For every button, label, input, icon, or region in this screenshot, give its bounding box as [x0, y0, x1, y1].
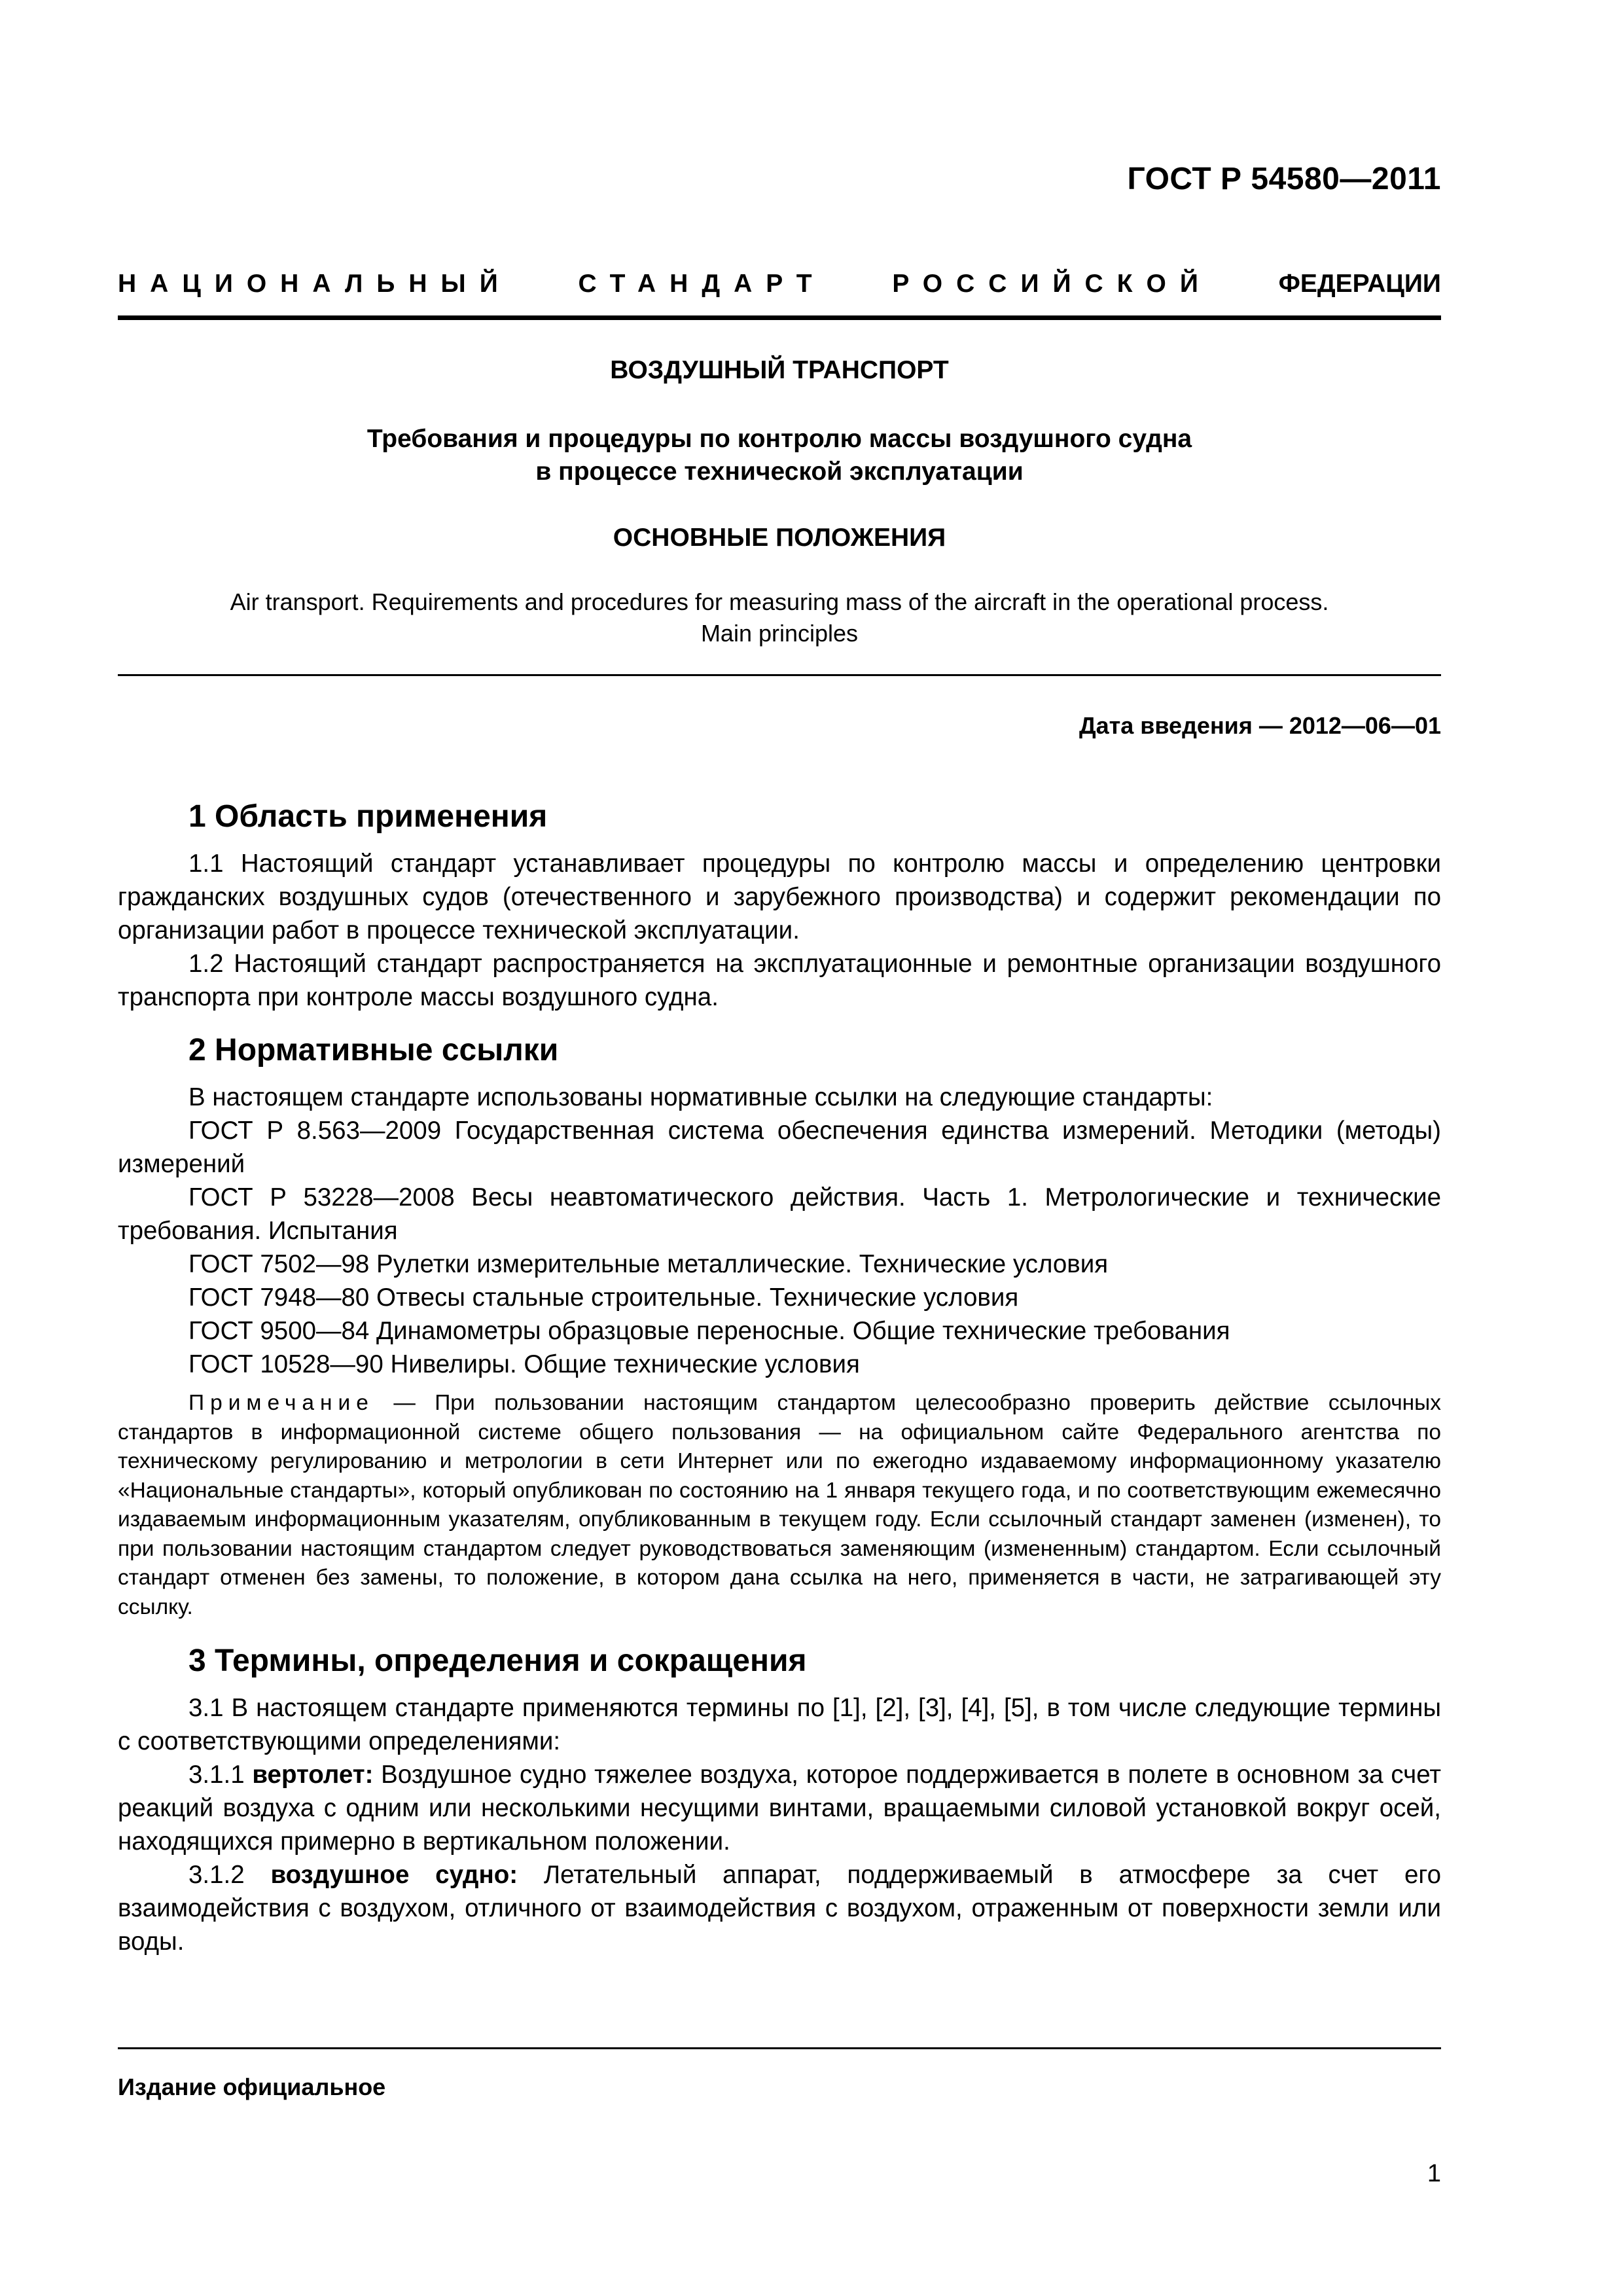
reference-item: ГОСТ Р 8.563—2009 Государственная система обеспечения единства измерений. Методики (методы) измерений: [118, 1117, 1441, 1178]
title-line: Требования и процедуры по контролю массы воздушного судна: [366, 425, 1192, 453]
reference-item: ГОСТ 7948—80 Отвесы стальные строительные. Технические условия: [188, 1283, 1019, 1312]
section-heading: 2 Нормативные ссылки: [188, 1033, 559, 1067]
document-kind: ОСНОВНЫЕ ПОЛОЖЕНИЯ: [613, 524, 946, 552]
reference-item: ГОСТ 10528—90 Нивелиры. Общие технические условия: [188, 1350, 860, 1378]
term-name: воздушное судно:: [270, 1861, 518, 1889]
footer-divider: [118, 2047, 1441, 2049]
reference-item: ГОСТ 7502—98 Рулетки измерительные металлические. Технические условия: [188, 1250, 1109, 1278]
banner-word: ФЕДЕРАЦИИ: [1278, 270, 1441, 298]
english-title-line: Main principles: [700, 620, 859, 647]
paragraph: 1.2 Настоящий стандарт распространяется на эксплуатационные и ремонтные организации воздушного транспорта при контроле массы воздушного судна.: [118, 950, 1441, 1011]
note: [118, 1389, 1441, 1622]
term-number: 3.1.2: [188, 1861, 271, 1889]
note-text: — При пользовании настоящим стандартом целесообразно проверить действие ссылочных стандартов в информационной системе общего пользования — на официальном сайте Федерального агентства по техническому регулированию и метрологии в сети Интернет или по ежегодно издаваемому информационному указателю «Национальные стандарты», который опубликован по состоянию на 1 января текущего года, и по соответствующим ежемесячно издаваемым информационным указателям, опубликованным в текущем году. Если ссылочный стандарт заменен (изменен), то при пользовании настоящим стандартом следует руководствоваться заменяющим (измененным) стандартом. Если ссылочный стандарт отменен без замены, то положение, в котором дана ссылка на него, применяется в части, не затрагивающей эту ссылку.: [118, 1391, 1441, 1619]
introduction-date: Дата введения — 2012—06—01: [1079, 712, 1441, 739]
paragraph: 1.1 Настоящий стандарт устанавливает процедуры по контролю массы и определению центровки гражданских воздушных судов (отечественного и зарубежного производства) и содержит рекомендации по организации работ в процессе технической эксплуатации.: [118, 850, 1441, 944]
term-name: вертолет:: [252, 1761, 374, 1789]
term-text: Летательный аппарат, поддерживаемый в атмосфере за счет его взаимодействия с воздухом, отличного от взаимодействия с воздухом, отраженным от поверхности земли или воды.: [118, 1861, 1442, 1956]
document-number: ГОСТ Р 54580—2011: [1127, 162, 1441, 196]
banner-word: НАЦИОНАЛЬНЫЙ: [118, 270, 512, 298]
standard-banner: [118, 270, 1441, 298]
subject-heading: ВОЗДУШНЫЙ ТРАНСПОРТ: [610, 356, 949, 384]
reference-item: ГОСТ 9500—84 Динамометры образцовые переносные. Общие технические требования: [188, 1317, 1230, 1345]
section-heading: 3 Термины, определения и сокращения: [188, 1643, 807, 1678]
edition-label: Издание официальное: [118, 2073, 386, 2100]
title-divider: [118, 674, 1441, 676]
reference-item: ГОСТ Р 53228—2008 Весы неавтоматического действия. Часть 1. Метрологические и технические требования. Испытания: [118, 1183, 1441, 1245]
title-line: в процессе технической эксплуатации: [535, 457, 1024, 486]
page-number: 1: [1427, 2160, 1441, 2187]
paragraph: 3.1 В настоящем стандарте применяются термины по [1], [2], [3], [4], [5], в том числе следующие термины с соответствующими определениями:: [118, 1694, 1441, 1755]
english-title-line: Air transport. Requirements and procedures for measuring mass of the aircraft in the operational process.: [230, 588, 1329, 615]
term-definition: [118, 1758, 1441, 1858]
banner-word: РОССИЙСКОЙ: [892, 270, 1212, 298]
document-title: [118, 423, 1441, 488]
english-title: [118, 586, 1441, 649]
term-number: 3.1.1: [188, 1761, 253, 1789]
section-heading: 1 Область применения: [188, 799, 548, 834]
paragraph: В настоящем стандарте использованы нормативные ссылки на следующие стандарты:: [188, 1083, 1213, 1111]
document-page: [118, 0, 1441, 2296]
note-label: Примечание: [188, 1391, 374, 1415]
banner-word: СТАНДАРТ: [578, 270, 826, 298]
banner-divider: [118, 315, 1441, 320]
document-body: [118, 797, 1441, 1958]
term-text: Воздушное судно тяжелее воздуха, которое поддерживается в полете в основном за счет реакций воздуха с одним или несколькими несущими винтами, вращаемыми силовой установкой вокруг осей, находящихся примерно в вертикальном положении.: [118, 1761, 1442, 1856]
term-definition: [118, 1858, 1441, 1958]
